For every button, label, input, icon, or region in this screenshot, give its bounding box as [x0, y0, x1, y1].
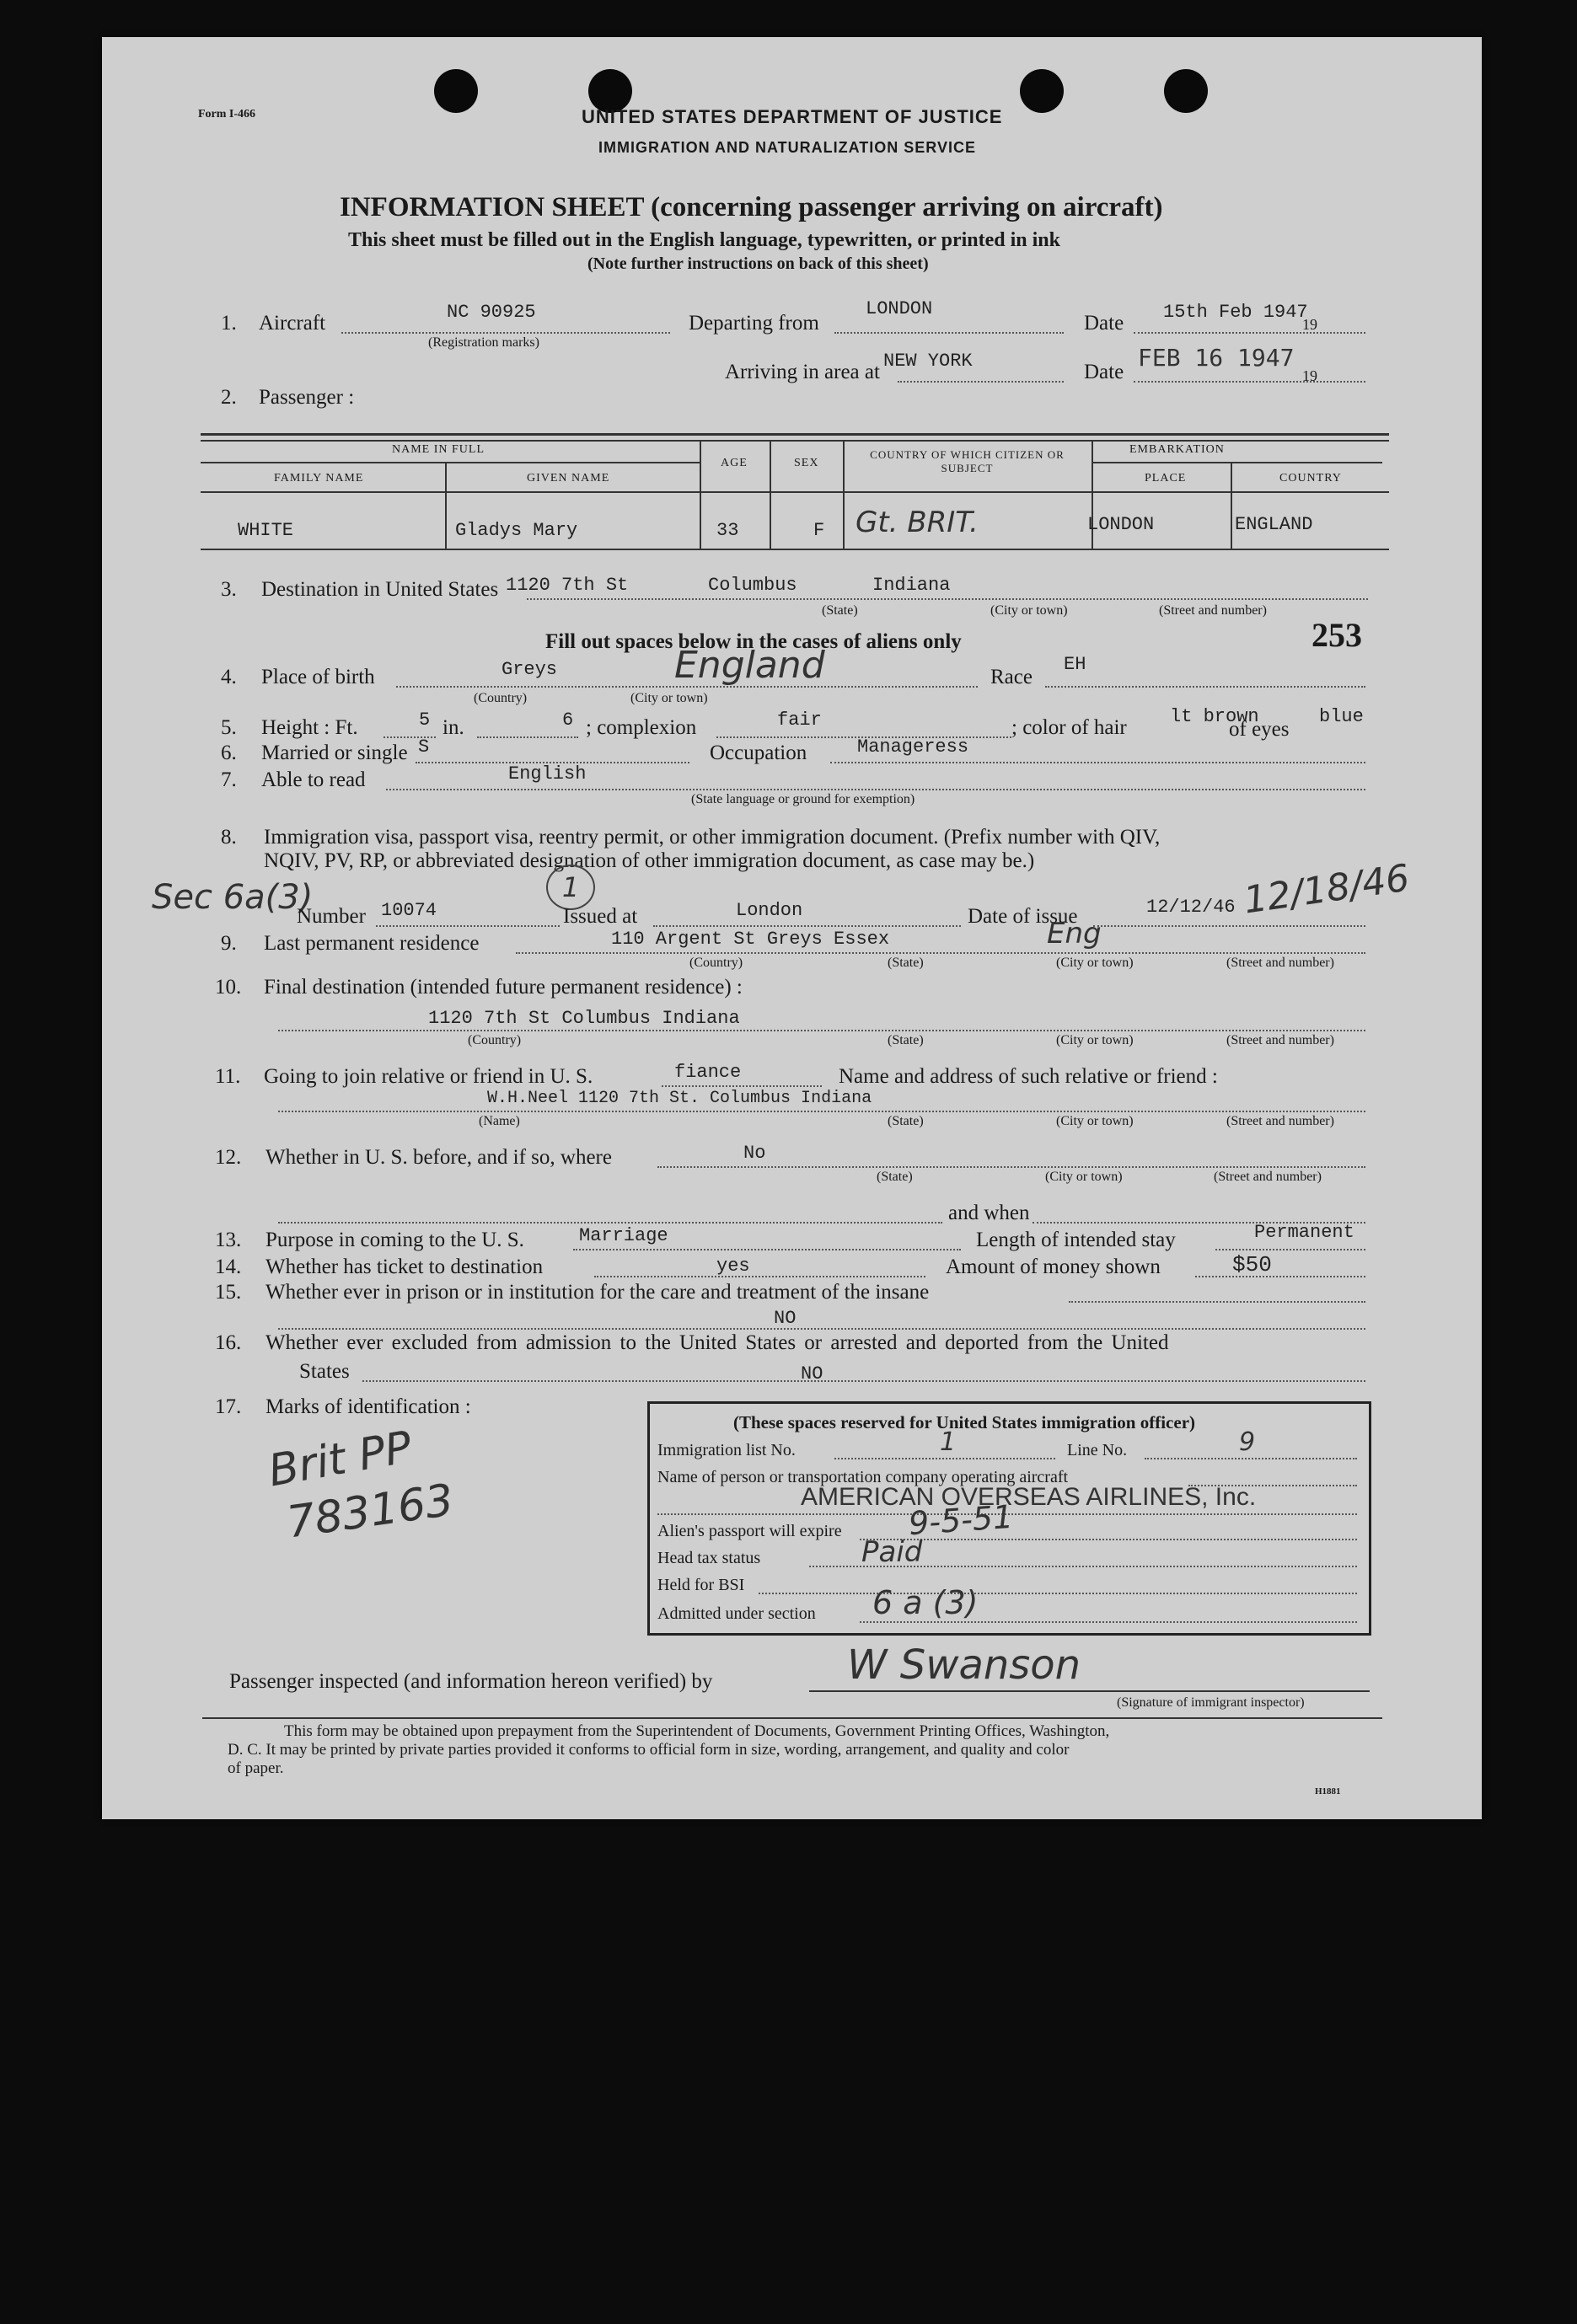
document-number: 10074 — [381, 900, 437, 921]
item-number: 14. — [215, 1256, 242, 1278]
given-name-value: Gladys Mary — [455, 520, 578, 541]
destination-label: Destination in United States — [261, 578, 499, 601]
footer-line3: of paper. — [228, 1759, 284, 1777]
stay-value: Permanent — [1254, 1222, 1354, 1243]
name-caption: (Name) — [479, 1114, 520, 1128]
item-number: 5. — [221, 716, 237, 739]
read-value: English — [508, 763, 587, 784]
issued-value: London — [736, 900, 803, 921]
item-number: 9. — [221, 932, 237, 955]
sex-value: F — [813, 520, 825, 541]
punch-hole — [1164, 69, 1208, 113]
margin-note-handwritten: Sec 6a(3) — [152, 878, 314, 917]
identification-marks-label: Marks of identification : — [266, 1395, 471, 1418]
arriving-value: NEW YORK — [883, 351, 973, 372]
footer-line2: D. C. It may be printed by private parties provided it conforms to official form in size, wording, arrangement, and quality and color — [228, 1741, 1070, 1759]
date-label: Date — [1084, 361, 1124, 383]
item-number: 13. — [215, 1229, 242, 1251]
sex-header: SEX — [794, 457, 819, 469]
excluded-label: Whether ever excluded from admission to the United States or arrested and deported from the United — [266, 1331, 1169, 1354]
embark-place-value: LONDON — [1087, 514, 1155, 535]
prison-label: Whether ever in prison or in institution for the care and treatment of the insane — [266, 1281, 930, 1304]
departure-date: 15th Feb 1947 — [1163, 302, 1308, 323]
street-caption: (Street and number) — [1214, 1170, 1322, 1184]
arrival-date-stamp: FEB 16 1947 — [1138, 344, 1295, 372]
item-number: 2. — [221, 386, 237, 409]
street-caption: (Street and number) — [1226, 1033, 1334, 1047]
item-number: 3. — [221, 578, 237, 601]
last-residence-handwritten: Eng — [1047, 917, 1102, 950]
relative-address-label: Name and address of such relative or friend : — [839, 1065, 1218, 1088]
country-caption: (Country) — [474, 691, 528, 705]
destination-state: Indiana — [872, 575, 951, 596]
item-number: 1. — [221, 312, 237, 335]
height-feet: 5 — [419, 710, 431, 731]
join-relative-label: Going to join relative or friend in U. S. — [264, 1065, 593, 1088]
inspector-signature: W Swanson — [847, 1641, 1081, 1689]
page-stamp-number: 253 — [1311, 616, 1362, 654]
state-caption: (State) — [888, 1033, 924, 1047]
hair-value: lt brown — [1170, 706, 1259, 727]
date-label: Date — [1084, 312, 1124, 335]
height-label: Height : Ft. — [261, 716, 358, 739]
item-number: 11. — [215, 1065, 241, 1088]
last-residence-value: 110 Argent St Greys Essex — [611, 929, 890, 950]
embark-country-value: ENGLAND — [1235, 514, 1313, 535]
family-name-header: FAMILY NAME — [274, 472, 364, 485]
hair-label: ; color of hair — [1011, 716, 1127, 739]
signature-caption: (Signature of immigrant inspector) — [1117, 1695, 1305, 1710]
operator-stamp: AMERICAN OVERSEAS AIRLINES, Inc. — [801, 1483, 1257, 1511]
ticket-label: Whether has ticket to destination — [266, 1256, 544, 1278]
relative-address-value: W.H.Neel 1120 7th St. Columbus Indiana — [487, 1089, 872, 1108]
passport-expiry-value: 9-5-51 — [907, 1497, 1015, 1543]
item-number: 15. — [215, 1281, 242, 1304]
city-caption: (City or town) — [990, 603, 1068, 618]
immigration-list-value: 1 — [940, 1427, 957, 1457]
read-label: Able to read — [261, 768, 366, 791]
number-label: Number — [297, 905, 366, 928]
head-tax-label: Head tax status — [657, 1549, 761, 1567]
eyes-label: of eyes — [1229, 718, 1290, 741]
street-caption: (Street and number) — [1159, 603, 1267, 618]
complexion-value: fair — [777, 710, 822, 731]
previous-visit-value: No — [743, 1143, 766, 1164]
footer-line1: This form may be obtained upon prepayment from the Superintendent of Documents, Government Printing Offices, Washington, — [284, 1722, 1110, 1740]
line-number-label: Line No. — [1067, 1441, 1128, 1459]
complexion-label: ; complexion — [586, 716, 697, 739]
date-of-issue-value: 12/12/46 — [1146, 897, 1236, 918]
birthplace-value: Greys — [502, 659, 558, 680]
identification-handwritten-line1: Brit PP — [265, 1422, 416, 1497]
aliens-section-heading: Fill out spaces below in the cases of aliens only — [545, 630, 962, 653]
age-value: 33 — [716, 520, 739, 541]
page-title: INFORMATION SHEET (concerning passenger arriving on aircraft) — [340, 192, 1163, 222]
citizenship-header: COUNTRY OF WHICH CITIZEN OR SUBJECT — [870, 448, 1065, 474]
occupation-label: Occupation — [710, 742, 807, 764]
bsi-label: Held for BSI — [657, 1576, 745, 1594]
previous-visit-label: Whether in U. S. before, and if so, where — [266, 1146, 612, 1169]
embarkation-header: EMBARKATION — [1129, 443, 1225, 456]
punch-hole — [434, 69, 478, 113]
item-number: 10. — [215, 976, 242, 999]
registration-caption: (Registration marks) — [428, 335, 539, 350]
birthplace-label: Place of birth — [261, 666, 375, 688]
aircraft-label: Aircraft — [259, 312, 326, 335]
city-caption: (City or town) — [1056, 956, 1134, 970]
city-caption: (City or town) — [630, 691, 708, 705]
inches-label: in. — [443, 716, 464, 739]
date-of-issue-label: Date of issue — [968, 905, 1078, 928]
marital-label: Married or single — [261, 742, 408, 764]
service-name: IMMIGRATION AND NATURALIZATION SERVICE — [598, 139, 976, 156]
officer-box-title: (These spaces reserved for United States immigration officer) — [733, 1412, 1196, 1432]
form-number: Form I-466 — [198, 108, 256, 120]
language-caption: (State language or ground for exemption) — [691, 792, 915, 806]
departing-value: LONDON — [866, 298, 933, 319]
circled-number-handwritten: 1 — [546, 865, 595, 910]
identification-handwritten-line2: 783163 — [283, 1475, 457, 1549]
print-code: H1881 — [1315, 1786, 1341, 1797]
year-prefix: 19 — [1302, 316, 1317, 333]
instructions-note: (Note further instructions on back of this sheet) — [587, 254, 929, 273]
destination-street: 1120 7th St — [506, 575, 629, 596]
city-caption: (City or town) — [1056, 1114, 1134, 1128]
passport-expiry-label: Alien's passport will expire — [657, 1522, 842, 1540]
money-label: Amount of money shown — [946, 1256, 1161, 1278]
when-label: and when — [948, 1202, 1030, 1224]
item-number: 7. — [221, 768, 237, 791]
item-number: 4. — [221, 666, 237, 688]
ticket-value: yes — [716, 1256, 750, 1277]
eyes-value: blue — [1319, 706, 1364, 727]
final-destination-value: 1120 7th St Columbus Indiana — [428, 1008, 740, 1029]
prison-value: NO — [774, 1308, 797, 1329]
relation-value: fiance — [674, 1062, 742, 1083]
immigration-list-label: Immigration list No. — [657, 1441, 796, 1459]
excluded-label-cont: States — [299, 1360, 350, 1383]
excluded-value: NO — [801, 1363, 823, 1384]
birthplace-handwritten: England — [674, 644, 825, 687]
final-destination-label: Final destination (intended future permanent residence) : — [264, 976, 743, 999]
state-caption: (State) — [888, 956, 924, 970]
place-header: PLACE — [1145, 472, 1187, 485]
issued-label: Issued at — [563, 905, 638, 928]
year-prefix: 19 — [1302, 367, 1317, 384]
name-in-full-header: NAME IN FULL — [392, 443, 485, 456]
passenger-label: Passenger : — [259, 386, 355, 409]
occupation-value: Manageress — [857, 736, 969, 758]
street-caption: (Street and number) — [1226, 1114, 1334, 1128]
marital-value: S — [418, 736, 430, 758]
family-name-value: WHITE — [238, 520, 294, 541]
city-caption: (City or town) — [1045, 1170, 1123, 1184]
admitted-section-value: 6 a (3) — [872, 1584, 979, 1621]
visa-instructions-line2: NQIV, PV, RP, or abbreviated designation of other immigration document, as case may be.) — [264, 849, 1035, 872]
state-caption: (State) — [888, 1114, 924, 1128]
country-header: COUNTRY — [1279, 472, 1342, 485]
line-number-value: 9 — [1239, 1427, 1256, 1457]
head-tax-value: Paid — [861, 1535, 923, 1569]
admitted-section-label: Admitted under section — [657, 1604, 816, 1623]
purpose-value: Marriage — [579, 1225, 668, 1246]
punch-hole — [1020, 69, 1064, 113]
aircraft-value: NC 90925 — [447, 302, 536, 323]
item-number: 17. — [215, 1395, 242, 1418]
state-caption: (State) — [822, 603, 858, 618]
arriving-label: Arriving in area at — [725, 361, 880, 383]
item-number: 16. — [215, 1331, 242, 1354]
given-name-header: GIVEN NAME — [527, 472, 610, 485]
city-caption: (City or town) — [1056, 1033, 1134, 1047]
race-label: Race — [990, 666, 1033, 688]
height-inches: 6 — [562, 710, 574, 731]
purpose-label: Purpose in coming to the U. S. — [266, 1229, 524, 1251]
departing-label: Departing from — [689, 312, 819, 335]
date-correction-handwritten: 12/18/46 — [1241, 856, 1413, 923]
race-value: EH — [1064, 654, 1086, 675]
item-number: 6. — [221, 742, 237, 764]
citizenship-value: Gt. BRIT. — [856, 506, 979, 539]
country-caption: (Country) — [468, 1033, 522, 1047]
operator-label: Name of person or transportation company operating aircraft — [657, 1468, 1069, 1486]
street-caption: (Street and number) — [1226, 956, 1334, 970]
department-name: UNITED STATES DEPARTMENT OF JUSTICE — [582, 106, 1003, 127]
inspected-by-label: Passenger inspected (and information hereon verified) by — [229, 1670, 713, 1693]
stay-label: Length of intended stay — [976, 1229, 1176, 1251]
destination-city: Columbus — [708, 575, 797, 596]
last-residence-label: Last permanent residence — [264, 932, 480, 955]
country-caption: (Country) — [689, 956, 743, 970]
item-number: 8. — [221, 826, 237, 849]
state-caption: (State) — [877, 1170, 913, 1184]
item-number: 12. — [215, 1146, 242, 1169]
visa-instructions-line1: Immigration visa, passport visa, reentry permit, or other immigration document. (Prefix number with QIV, — [264, 826, 1161, 849]
money-value: $50 — [1232, 1252, 1272, 1277]
age-header: AGE — [721, 457, 748, 469]
page-subtitle: This sheet must be filled out in the English language, typewritten, or printed in ink — [348, 229, 1060, 251]
